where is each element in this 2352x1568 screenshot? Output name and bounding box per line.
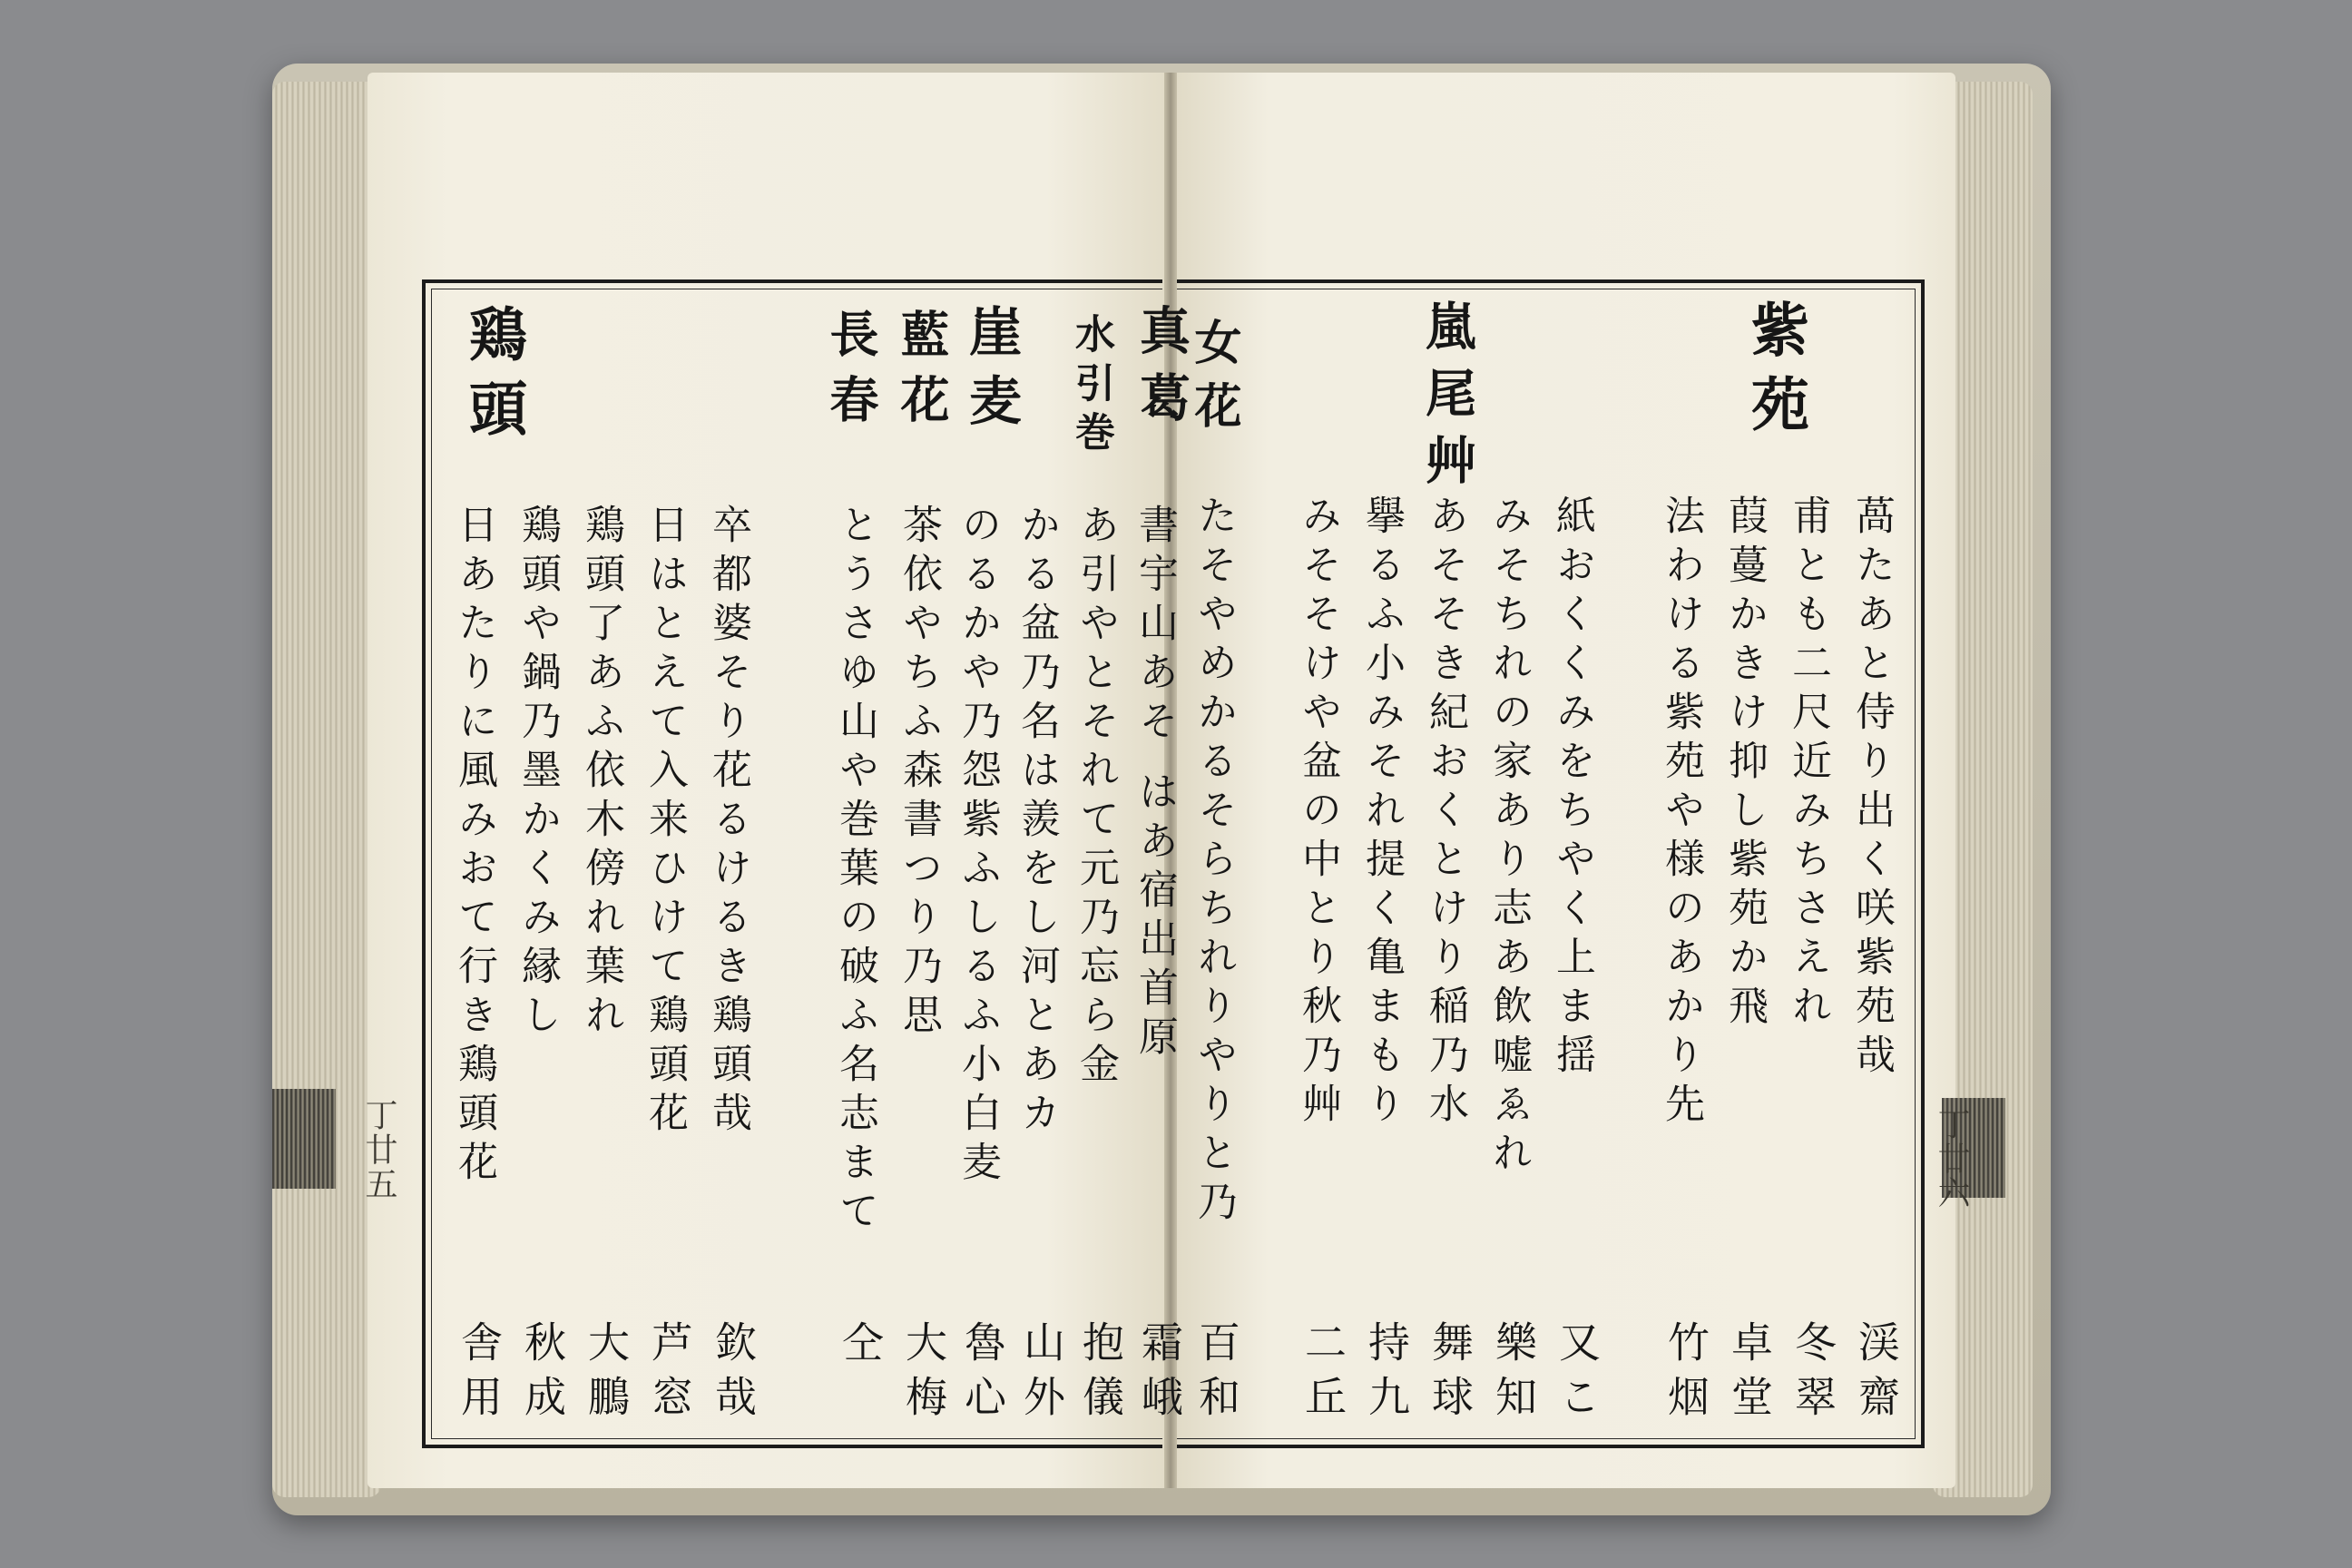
poem-column: かる盆乃名は羨をし河とあカ bbox=[1014, 504, 1060, 1141]
poet-signature: 卓堂 bbox=[1725, 1320, 1774, 1429]
poet-signature: 二丘 bbox=[1298, 1320, 1348, 1429]
poet-signature: 渓齋 bbox=[1852, 1320, 1901, 1429]
poet-signature: 芦窓 bbox=[645, 1320, 694, 1429]
poem-column: 日あたりに風みおて行き鶏頭花 bbox=[451, 504, 497, 1190]
heading-ransobi: 嵐尾艸 bbox=[1417, 299, 1477, 501]
poem-column: あ引やとそれて元乃忘ら金 bbox=[1073, 504, 1119, 1092]
poem-column: あそそき紀おくとけり稲乃水 bbox=[1422, 495, 1468, 1132]
poet-signature: 大梅 bbox=[899, 1320, 948, 1429]
poem-column: 葭蔓かきけ抑し紫苑か飛 bbox=[1721, 495, 1768, 1034]
poet-signature: 百和 bbox=[1192, 1320, 1241, 1429]
poem-column: 茶依やちふ森書つり乃思 bbox=[896, 504, 942, 1043]
heading-chosun: 長春 bbox=[822, 309, 880, 439]
poem-column: 紙おくくみをちやく上ま揺 bbox=[1549, 495, 1595, 1083]
page-stack-left bbox=[272, 82, 381, 1497]
poem-column: のるかや乃怨紫ふしるふ小白麦 bbox=[955, 504, 1001, 1190]
poem-column: 鶏頭や鍋乃墨かくみ縁し bbox=[514, 504, 561, 1043]
heading-aibana: 藍花 bbox=[893, 309, 951, 439]
poem-column: とうさゆ山や巻葉の破ふ名志まて bbox=[832, 504, 878, 1239]
poem-column: 書宇山あそ はあ宿出首原 bbox=[1132, 504, 1178, 1064]
edge-tab-left bbox=[272, 1089, 336, 1189]
poet-signature: 舎用 bbox=[455, 1320, 504, 1429]
poem-column: 鶏頭了あふ依木傍れ葉れ bbox=[578, 504, 624, 1043]
heading-kuzu: 真葛 bbox=[1132, 304, 1191, 438]
poem-column: みそちれの家あり志あ飲嘘ゑれ bbox=[1485, 495, 1532, 1181]
poem-column: 甫とも二尺近みちさえれ bbox=[1785, 495, 1831, 1034]
heading-ominaeshi: 女花 bbox=[1186, 318, 1241, 445]
poet-signature: 抱儀 bbox=[1076, 1320, 1125, 1429]
poem-column: 日はとえて入来ひけて鶏頭花 bbox=[642, 504, 688, 1141]
poem-column: 擧るふ小みそれ提く亀まもり bbox=[1358, 495, 1405, 1132]
poet-signature: 大鵬 bbox=[582, 1320, 631, 1429]
poet-signature: 冬翠 bbox=[1788, 1320, 1838, 1429]
poet-signature: 持九 bbox=[1362, 1320, 1411, 1429]
poet-signature: 欽哉 bbox=[709, 1320, 758, 1429]
poem-column: 法わける紫苑や様のあかり先 bbox=[1658, 495, 1704, 1132]
poem-column: 卒都婆そり花るけるき鶏頭哉 bbox=[705, 504, 751, 1141]
heading-nadeshiko: 崖麦 bbox=[960, 304, 1022, 442]
poet-signature: 舞球 bbox=[1426, 1320, 1475, 1429]
page-number-left: 丁廿五 bbox=[360, 1098, 397, 1201]
page-number-right: 丁廿六 bbox=[1933, 1107, 1970, 1210]
heading-shion: 紫苑 bbox=[1741, 299, 1809, 448]
poem-column: みそそけや盆の中とり秋乃艸 bbox=[1295, 495, 1341, 1132]
poet-signature: 秋成 bbox=[518, 1320, 567, 1429]
poet-signature: 魯心 bbox=[958, 1320, 1007, 1429]
poem-column: たそやめかるそらちれりやりと乃 bbox=[1191, 495, 1237, 1230]
poet-signature: 山外 bbox=[1017, 1320, 1066, 1429]
heading-keito: 鶏頭 bbox=[459, 304, 527, 453]
poet-signature: 霜峨 bbox=[1135, 1320, 1184, 1429]
poet-signature: 仝 bbox=[836, 1320, 885, 1375]
poet-signature: 又こ bbox=[1553, 1320, 1602, 1429]
poet-signature: 樂知 bbox=[1489, 1320, 1538, 1429]
poet-signature: 竹烟 bbox=[1661, 1320, 1710, 1429]
heading-mizuhiki: 水引巻 bbox=[1068, 313, 1114, 460]
poem-column: 萵たあと侍り出く咲紫苑哉 bbox=[1848, 495, 1895, 1083]
